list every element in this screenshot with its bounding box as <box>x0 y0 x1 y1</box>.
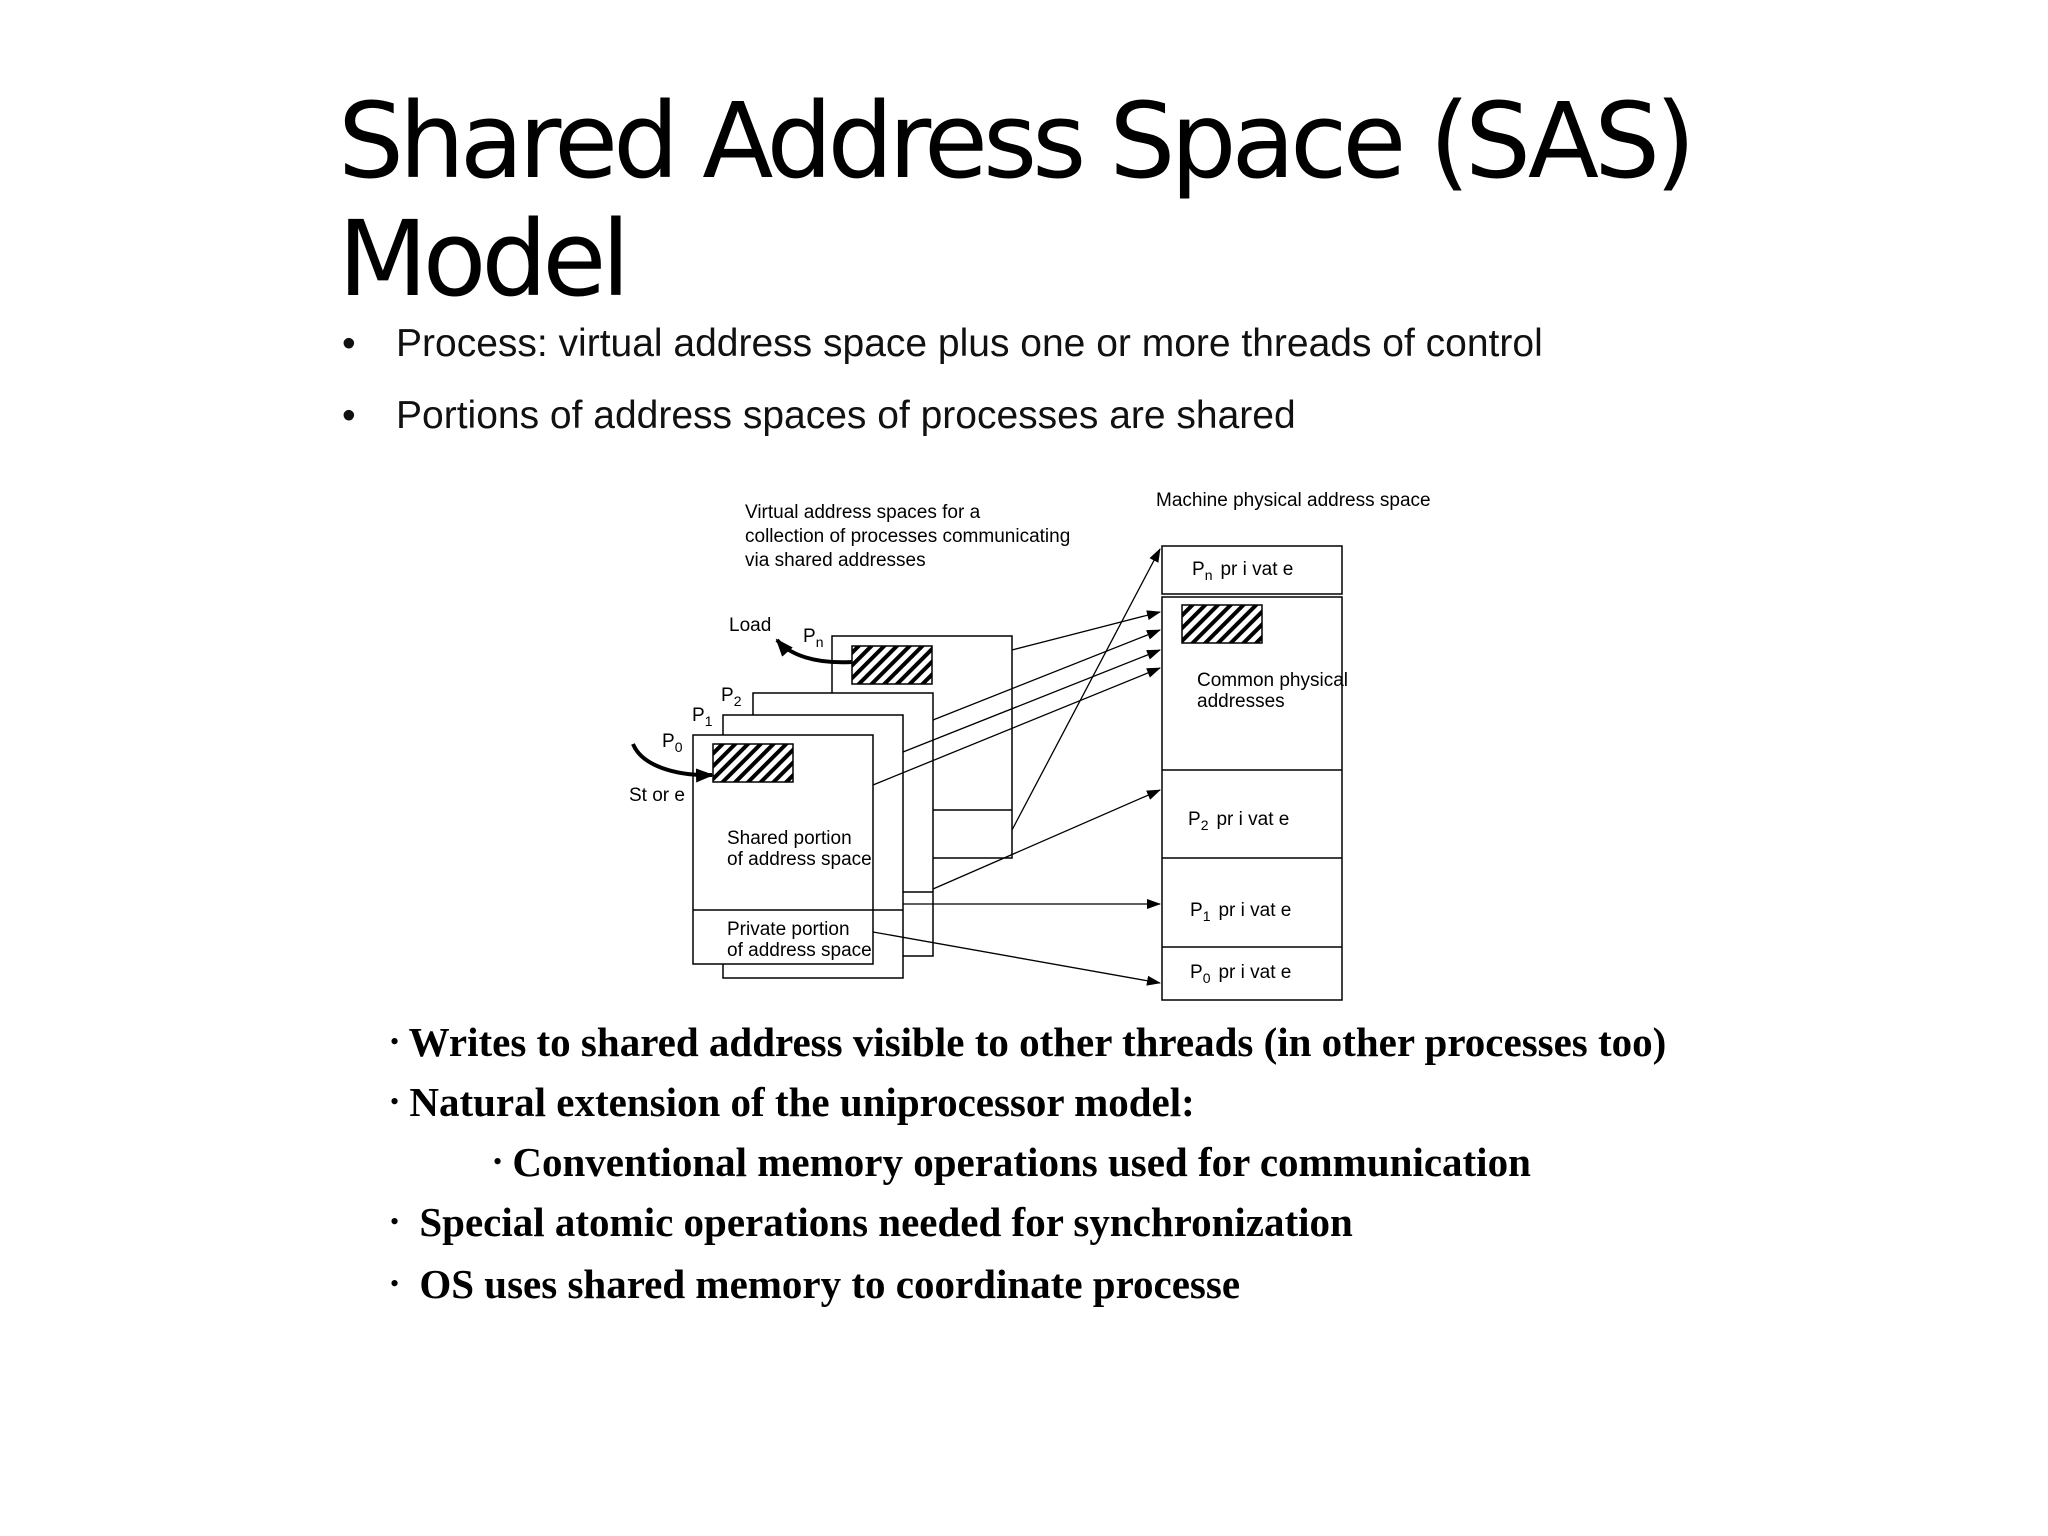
phys-pn-private-label: $P_n$ pr i vat e <box>1192 559 1294 583</box>
bullet-dot: • <box>390 1027 400 1056</box>
bottom-bullet-5-text: OS uses shared memory to coordinate processe <box>419 1261 1241 1307</box>
physical-space-label: Machine physical address space <box>1156 490 1431 511</box>
bottom-bullet-2 <box>390 1078 1195 1126</box>
bullet-dot: • <box>342 322 356 365</box>
phys-p2-private-label: $P_2$ pr i vat e <box>1188 809 1290 833</box>
bottom-bullet-1 <box>390 1018 1666 1066</box>
phys-p1-private-label: $P_1$ pr i vat e <box>1190 900 1292 924</box>
bullet-dot: • <box>390 1207 400 1236</box>
process-label-pn: $P_n$ <box>803 626 824 650</box>
process-label-p1: $P_1$ <box>692 705 713 729</box>
process-label-p2: $P_2$ <box>721 685 742 709</box>
virtual-space-label-3: via shared addresses <box>745 550 926 571</box>
virtual-space-label-2: collection of processes communicating <box>745 526 1071 547</box>
bottom-bullet-3 <box>493 1138 1531 1186</box>
bottom-bullet-3-text: Conventional memory operations used for communication <box>512 1139 1531 1185</box>
private-portion-label-2: of address space <box>727 940 872 961</box>
common-physical-label-2: addresses <box>1197 691 1285 712</box>
map-arrow-pn-private <box>1012 549 1160 830</box>
store-label: St or e <box>629 785 685 806</box>
virtual-space-label-1: Virtual address spaces for a <box>745 502 981 523</box>
map-arrow-p0-private <box>873 932 1160 983</box>
title-line-2: Model <box>338 198 626 320</box>
bottom-bullet-2-text: Natural extension of the uniprocessor model: <box>409 1079 1195 1125</box>
process-p0-shared-block <box>713 744 793 782</box>
bottom-bullet-4 <box>390 1198 1353 1246</box>
shared-portion-label-2: of address space <box>727 849 872 870</box>
phys-shared-block <box>1182 605 1262 643</box>
top-bullet-1-text: Process: virtual address space plus one or more threads of control <box>396 322 1543 365</box>
top-bullet-2-text: Portions of address spaces of processes are shared <box>396 394 1296 437</box>
process-pn-shared-block <box>852 646 932 684</box>
bullet-dot: • <box>390 1087 400 1116</box>
private-portion-label-1: Private portion <box>727 919 850 940</box>
title-line-1: Shared Address Space (SAS) <box>338 80 1691 202</box>
phys-p0-private-label: $P_0$ pr i vat e <box>1190 962 1292 986</box>
load-label: Load <box>729 615 772 636</box>
map-arrow-pn-shared <box>1012 612 1160 650</box>
bottom-bullet-5 <box>390 1260 1240 1308</box>
bullet-dot: • <box>342 394 356 437</box>
phys-common-box <box>1162 597 1342 1000</box>
common-physical-label-1: Common physical <box>1197 670 1348 691</box>
bottom-bullet-1-text: Writes to shared address visible to other threads (in other processes too) <box>408 1019 1667 1065</box>
bullet-dot: • <box>390 1269 400 1298</box>
bottom-bullet-4-text: Special atomic operations needed for synchronization <box>419 1199 1353 1245</box>
shared-portion-label-1: Shared portion <box>727 828 852 849</box>
process-label-p0: $P_0$ <box>662 731 683 755</box>
bullet-dot: • <box>493 1147 503 1176</box>
